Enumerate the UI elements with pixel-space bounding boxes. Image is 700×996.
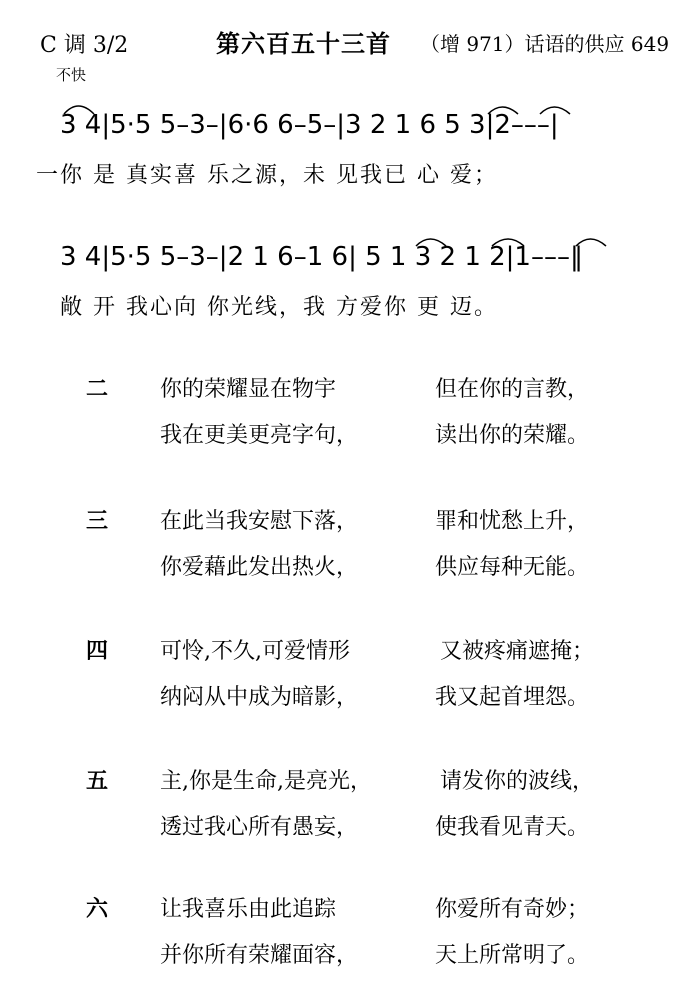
verse-line: 你爱藉此发出热火， [160,555,359,580]
hymn-subtitle: （增 971）话语的供应 649 [420,32,670,56]
key-signature: C 调 3/2 [40,33,129,58]
verse-line: 你的荣耀显在物宇 [160,377,337,402]
verse-line: 使我看见青天。 [435,815,590,840]
hymn-title: 第六百五十三首 [216,29,391,58]
verse-line: 并你所有荣耀面容， [160,943,359,968]
verse-line: 又被疼痛遮掩； [440,639,595,664]
lyrics-line-1: 一你 是 真实喜 乐之源，未 见我已 心 爱； [36,163,498,188]
verse-line: 让我喜乐由此追踪 [160,897,337,922]
verse-line: 主,你是生命,是亮光， [160,769,372,794]
notes-line-2: 3 4|5·5 5–3–|2 1 6–1 6| 5 1 3 2 1 2|1–––‖ [60,242,583,272]
header [0,22,700,62]
verse-line: 透过我心所有愚妄， [160,815,359,840]
verse-line: 纳闷从中成为暗影， [160,685,359,710]
verse-line: 我在更美更亮字句， [160,423,359,448]
notes-line-1: 3 4|5·5 5–3–|6·6 6–5–|3 2 1 6 5 3|2–––| [60,110,559,140]
verse-number: 四 [86,638,109,664]
verse-number: 六 [86,896,109,922]
verse-line: 读出你的荣耀。 [435,423,590,448]
verse-line: 但在你的言教， [435,377,590,402]
verse-line: 在此当我安慰下落， [160,509,359,534]
verse-line: 可怜,不久,可爱情形 [160,639,350,664]
verse-number: 五 [86,768,109,794]
verse-line: 天上所常明了。 [435,943,590,968]
verse-number: 三 [86,508,109,534]
verse-line: 供应每种无能。 [435,555,590,580]
lyrics-line-2: 敞 开 我心向 你光线，我 方爱你 更 迈。 [60,295,498,320]
verse-line: 请发你的波线， [440,769,595,794]
verse-line: 你爱所有奇妙； [435,897,590,922]
verse-line: 我又起首埋怨。 [435,685,590,710]
tempo-marking: 不快 [56,66,87,84]
verse-number: 二 [86,376,109,402]
verse-line: 罪和忧愁上升， [435,509,590,534]
